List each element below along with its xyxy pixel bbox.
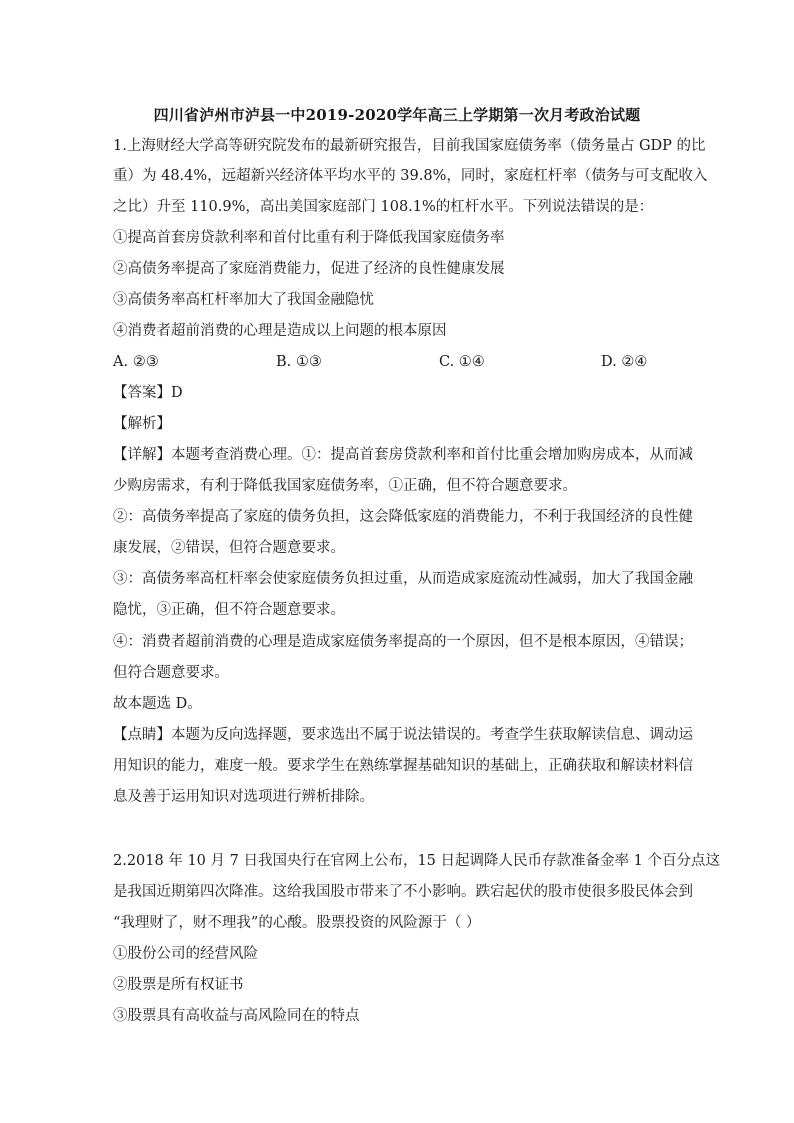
watermark xyxy=(600,792,608,816)
q2-stem-line-2: 是我国近期第四次降准。这给我国股市带来了不小影响。跌宕起伏的股市使很多股民体会到 xyxy=(113,884,693,900)
q1-analysis-line: ④：消费者超前消费的心理是造成家庭债务率提高的一个原因，但不是根本原因，④错误； xyxy=(113,634,693,650)
q1-option-a: A. ②③ xyxy=(113,354,159,370)
page-title: 四川省泸州市泸县一中2019-2020学年高三上学期第一次月考政治试题 xyxy=(153,106,641,124)
q1-item-2: ②高债务率提高了家庭消费能力，促进了经济的良性健康发展 xyxy=(113,261,505,277)
q2-stem-line-3: “我理财了，财不理我”的心酸。股票投资的风险源于（ ） xyxy=(113,915,481,931)
q1-stem-line-2: 重）为 48.4%，远超新兴经济体平均水平的 39.8%，同时，家庭杠杆率（债务与可支配收入 xyxy=(113,168,708,184)
q1-option-b: B. ①③ xyxy=(276,354,322,370)
q1-analysis-line: 少购房需求，有利于降低我国家庭债务率，①正确，但不符合题意要求。 xyxy=(113,478,577,494)
q1-item-1: ①提高首套房贷款利率和首付比重有利于降低我国家庭债务率 xyxy=(113,230,505,246)
q1-analysis-line: 但符合题意要求。 xyxy=(113,665,229,681)
q1-comment-line: 用知识的能力，难度一般。要求学生在熟练掌握基础知识的基础上，正确获取和解读材料信 xyxy=(113,758,693,774)
q1-answer: 【答案】D xyxy=(113,385,183,401)
q1-option-d: D. ②④ xyxy=(601,354,648,370)
q1-comment-line: 【点睛】本题为反向选择题，要求选出不属于说法错误的。考查学生获取解读信息、调动运 xyxy=(113,727,693,743)
q1-stem-line-3: 之比）升至 110.9%，高出美国家庭部门 108.1%的杠杆水平。下列说法错误的是： xyxy=(113,199,654,215)
q1-analysis-line: 康发展，②错误，但符合题意要求。 xyxy=(113,540,345,556)
q1-analysis-line: ③：高债务率高杠杆率会使家庭债务负担过重，从而造成家庭流动性减弱，加大了我国金融 xyxy=(113,571,693,587)
q1-option-c: C. ①④ xyxy=(439,354,485,370)
q1-analysis-line: ②：高债务率提高了家庭的债务负担，这会降低家庭的消费能力，不利于我国经济的良性健 xyxy=(113,509,693,525)
q1-analysis-heading: 【解析】 xyxy=(113,416,171,432)
q1-stem-line-1: 1.上海财经大学高等研究院发布的最新研究报告，目前我国家庭债务率（债务量占 GDP 的比 xyxy=(113,138,706,154)
q1-comment-line: 息及善于运用知识对选项进行辨析排除。 xyxy=(113,789,374,805)
q2-stem-line-1: 2.2018 年 10 月 7 日我国央行在官网上公布，15 日起调降人民币存款准备金率 1 个百分点这 xyxy=(113,853,720,869)
q1-analysis-line: 隐忧，③正确，但不符合题意要求。 xyxy=(113,602,345,618)
q1-item-3: ③高债务率高杠杆率加大了我国金融隐忧 xyxy=(113,292,374,308)
q1-item-4: ④消费者超前消费的心理是造成以上问题的根本原因 xyxy=(113,323,447,339)
q2-item-1: ①股份公司的经营风险 xyxy=(113,946,258,962)
q2-item-3: ③股票具有高收益与高风险同在的特点 xyxy=(113,1008,360,1024)
q1-conclusion: 故本题选 D。 xyxy=(113,696,202,712)
q2-item-2: ②股票是所有权证书 xyxy=(113,977,244,993)
q1-analysis-line: 【详解】本题考查消费心理。①：提高首套房贷款利率和首付比重会增加购房成本，从而减 xyxy=(113,447,693,463)
